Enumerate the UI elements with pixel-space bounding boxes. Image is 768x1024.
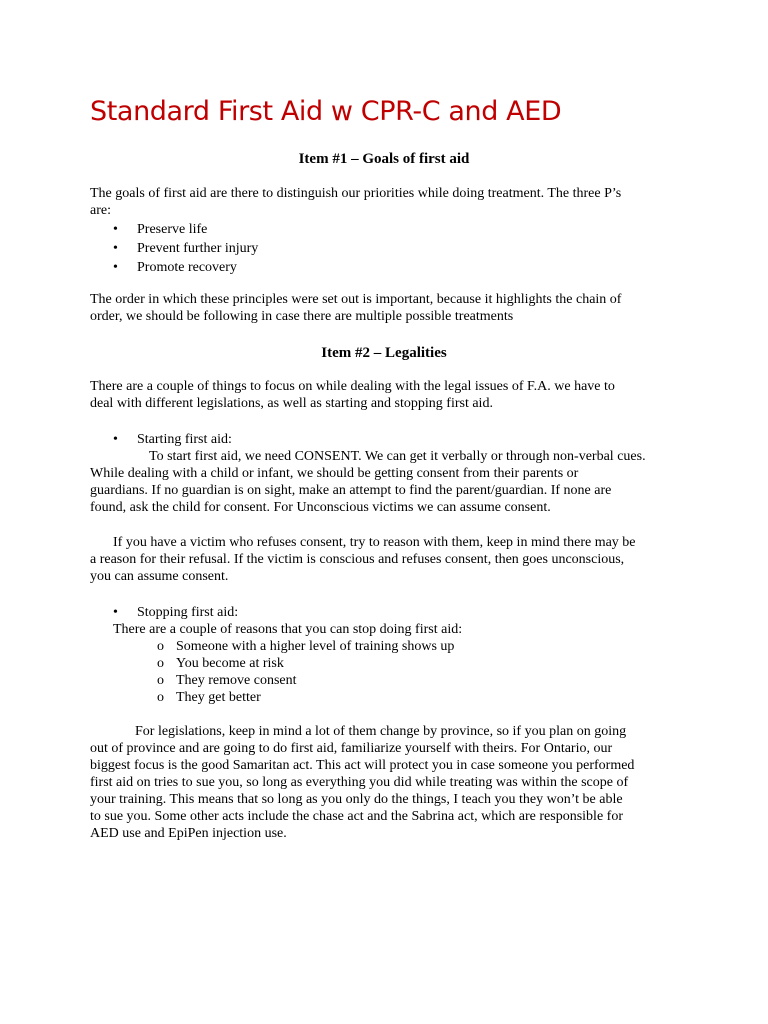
stopping-label: Stopping first aid:: [137, 605, 239, 620]
item1-intro: [90, 185, 680, 219]
paragraph-line: If you have a victim who refuses consent, try to reason with them, keep in mind there may be: [113, 535, 636, 550]
paragraph-line: order, we should be following in case there are multiple possible treatments: [90, 309, 514, 324]
circle-bullet-icon: o: [157, 690, 164, 705]
item1-heading: Item #1 – Goals of first aid: [298, 151, 470, 167]
reason-text: They remove consent: [176, 673, 297, 688]
reason-text: Someone with a higher level of training shows up: [176, 639, 455, 654]
paragraph-line: While dealing with a child or infant, we should be getting consent from their parents or: [90, 466, 579, 481]
goal-text: Prevent further injury: [137, 241, 259, 256]
reason-text: They get better: [176, 690, 261, 705]
goal-text: Preserve life: [137, 222, 208, 237]
bullet-icon: •: [113, 432, 118, 447]
paragraph-line: There are a couple of reasons that you can stop doing first aid:: [113, 622, 463, 637]
refusal-paragraph: [90, 534, 680, 585]
circle-bullet-icon: o: [157, 673, 164, 688]
paragraph-line: first aid on tries to sue you, so long as everything you did while treating was within the scope of: [90, 775, 629, 790]
paragraph-line: your training. This means that so long as you only do the things, I teach you they won’t be able: [90, 792, 623, 807]
paragraph-line: AED use and EpiPen injection use.: [90, 826, 287, 841]
circle-bullet-icon: o: [157, 656, 164, 671]
paragraph-line: deal with different legislations, as well as starting and stopping first aid.: [90, 396, 493, 411]
circle-bullet-icon: o: [157, 639, 164, 654]
item1-intro-line: are:: [90, 203, 111, 218]
bullet-icon: •: [113, 222, 118, 237]
paragraph-line: The order in which these principles were set out is important, because it highlights the chain of: [90, 292, 622, 307]
bullet-icon: •: [113, 605, 118, 620]
bullet-icon: •: [113, 260, 118, 275]
legislation-paragraph: [90, 723, 680, 842]
paragraph-line: you can assume consent.: [90, 569, 229, 584]
paragraph-line: out of province and are going to do first aid, familiarize yourself with theirs. For Ontario, our: [90, 741, 613, 756]
goal-text: Promote recovery: [137, 260, 237, 275]
starting-label: Starting first aid:: [137, 432, 232, 447]
stopping-intro: [113, 621, 703, 638]
bullet-icon: •: [113, 241, 118, 256]
paragraph-line: a reason for their refusal. If the victim is conscious and refuses consent, then goes unconscious,: [90, 552, 625, 567]
paragraph-line: To start first aid, we need CONSENT. We can get it verbally or through non-verbal cues.: [149, 449, 646, 464]
reason-text: You become at risk: [176, 656, 284, 671]
paragraph-line: to sue you. Some other acts include the chase act and the Sabrina act, which are responsible for: [90, 809, 623, 824]
paragraph-line: guardians. If no guardian is on sight, make an attempt to find the parent/guardian. If none are: [90, 483, 612, 498]
paragraph-line: For legislations, keep in mind a lot of them change by province, so if you plan on going: [135, 724, 627, 739]
item1-order-paragraph: [90, 291, 680, 325]
starting-paragraph: [90, 448, 680, 516]
document-title: Standard First Aid w CPR-C and AED: [90, 96, 562, 127]
item2-heading: Item #2 – Legalities: [321, 345, 447, 361]
paragraph-line: found, ask the child for consent. For Unconscious victims we can assume consent.: [90, 500, 551, 515]
paragraph-line: There are a couple of things to focus on while dealing with the legal issues of F.A. we have to: [90, 379, 615, 394]
paragraph-line: biggest focus is the good Samaritan act. This act will protect you in case someone you performed: [90, 758, 635, 773]
item1-intro-line: The goals of first aid are there to distinguish our priorities while doing treatment. The three P’s: [90, 186, 622, 201]
item2-intro: [90, 378, 680, 412]
